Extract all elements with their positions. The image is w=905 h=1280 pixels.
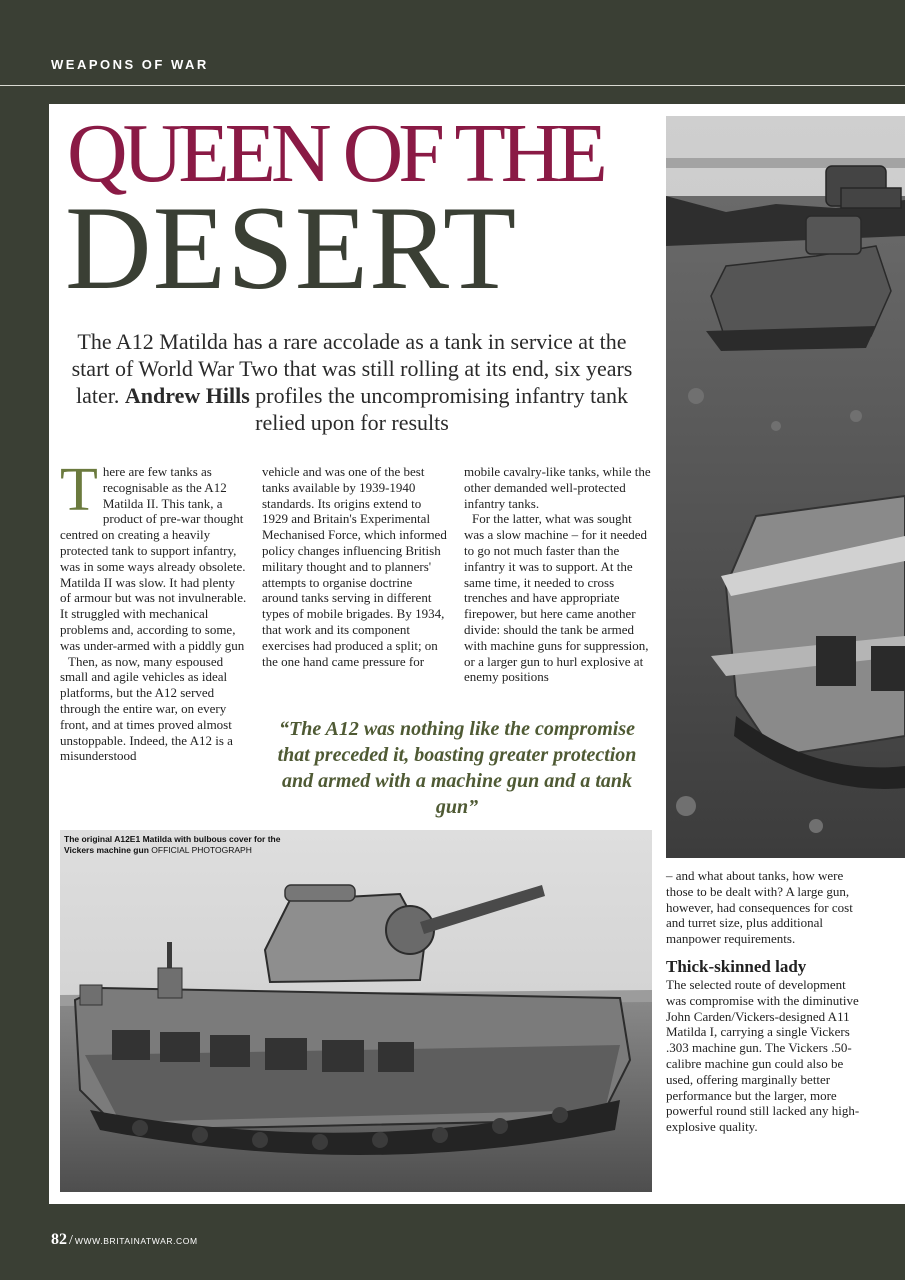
- body-paragraph: – and what about tanks, how were those to be dealt with? A large gun, however, had consequences for cost and turret size, plus additional manpower requirements.: [666, 868, 853, 947]
- body-paragraph: Then, as now, many espoused small and agile vehicles as ideal platforms, but the A12 served through the entire war, on every front, and at times proved almost unstoppable. Indeed, the A12 is a misunderstood: [60, 653, 233, 764]
- section-label: WEAPONS OF WAR: [51, 57, 209, 72]
- page-number: 82: [51, 1231, 67, 1248]
- photo-caption: [64, 834, 304, 855]
- website-link[interactable]: WWW.BRITAINATWAR.COM: [74, 1236, 198, 1246]
- drop-cap: T: [60, 456, 98, 524]
- title-line-1: QUEEN OF THE: [67, 107, 603, 200]
- body-paragraph: vehicle and was one of the best tanks available by 1939-1940 standards. Its origins extend to 1929 and Britain's Experimental Mechanised Force, which informed policy changes influencing British military thought and to planners' attempts to organise doctrine around tanks serving in different types of mobile brigades. By 1934, that work and its component exercises had produced a split; on the one hand came pressure for: [262, 464, 447, 669]
- article-page: [49, 104, 905, 1204]
- title-line-2: DESERT: [65, 181, 518, 314]
- tank-column-photo: [666, 116, 905, 858]
- author-name: Andrew Hills: [124, 383, 250, 408]
- subhead: Thick-skinned lady: [666, 956, 807, 976]
- caption-text: The original A12E1 Matilda with bulbous cover for the Vickers machine gun: [64, 834, 281, 855]
- body-paragraph: The selected route of development was compromise with the diminutive John Carden/Vickers-designed A11 Matilda I, carrying a single Vickers .303 machine gun. The Vickers .50-calibre machine gun could also be used, offering marginally better performance but the larger, more powerful round still lacked any high-explosive quality.: [666, 976, 860, 1135]
- standfirst: [59, 328, 645, 436]
- body-column-4: [666, 868, 866, 1135]
- body-column-3: [464, 464, 651, 685]
- body-column-1: [60, 456, 247, 764]
- body-paragraph: mobile cavalry-like tanks, while the other demanded well-protected infantry tanks.: [464, 464, 651, 511]
- standfirst-intro: The A12 Matilda has a rare accolade as a tank in service at the start of World War Two that was still rolling at its end, six years later.: [71, 329, 633, 408]
- body-column-2: [262, 464, 449, 669]
- body-paragraph: For the latter, what was sought was a slow machine – for it needed to go not much faster than the infantry it was to support. At the same time, it needed to cross trenches and have appropriate firepower, but here came another divide: should the tank be armed with machine guns for suppression, or a larger gun to hurl explosive at enemy positions: [464, 511, 649, 685]
- header-rule: [0, 85, 905, 86]
- photo-credit: OFFICIAL PHOTOGRAPH: [151, 844, 252, 855]
- a12e1-matilda-photo: [60, 830, 652, 1192]
- page-footer: [51, 1229, 198, 1249]
- body-paragraph: here are few tanks as recognisable as the A12 Matilda II. This tank, a product of pre-war thought centred on creating a heavily protected tank to support infantry, was in some ways already obsolete. Matilda II was slow. It had plenty of armour but was not invulnerable. It struggled with mechanical problems and, according to some, was under-armed with a piddly gun: [60, 464, 247, 653]
- pull-quote: “The A12 was nothing like the compromise that preceded it, boasting greater protection and armed with a machine gun and a tank gun”: [277, 718, 637, 818]
- standfirst-outro: profiles the uncompromising infantry tank relied upon for results: [255, 383, 628, 435]
- footer-separator: /: [69, 1233, 73, 1248]
